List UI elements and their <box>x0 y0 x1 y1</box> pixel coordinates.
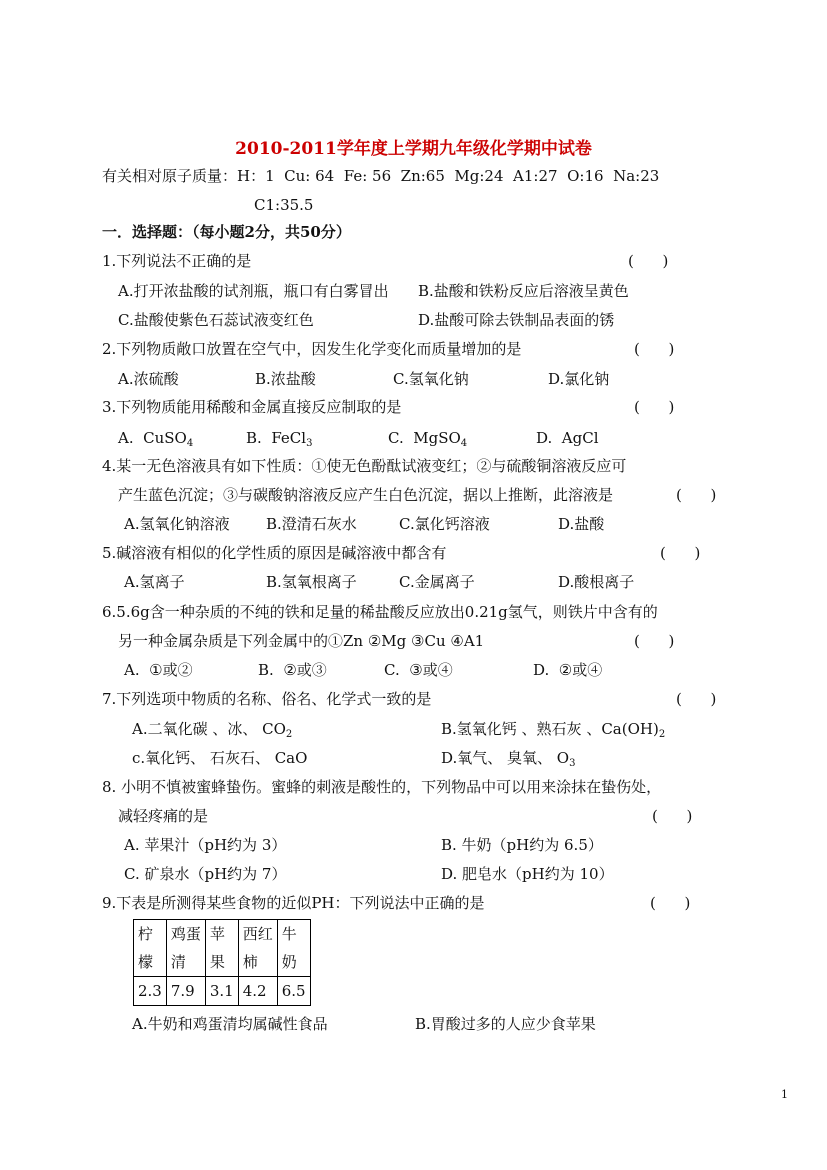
question-5-option-b: B.氢氧根离子 <box>266 573 357 591</box>
question-2-blank: ( ) <box>634 340 675 358</box>
question-3-option-b-subscript: 3 <box>306 438 313 449</box>
question-6-option-b: B. ②或③ <box>258 661 327 679</box>
question-2-option-a: A.浓硫酸 <box>118 370 179 388</box>
question-3-option-d: D. AgCl <box>536 429 599 447</box>
question-5-option-d: D.酸根离子 <box>558 573 635 591</box>
question-4-option-d: D.盐酸 <box>558 515 605 533</box>
question-3-blank: ( ) <box>634 398 675 416</box>
question-3-option-c-text: C. MgSO <box>388 429 461 447</box>
question-8-option-c: C. 矿泉水（pH约为 7） <box>124 865 287 883</box>
question-1-blank: ( ) <box>628 252 669 270</box>
question-3-option-a-text: A. CuSO <box>118 429 187 447</box>
question-5-blank: ( ) <box>660 544 701 562</box>
ph-table-value-cell: 3.1 <box>205 977 238 1006</box>
question-8-option-d: D. 肥皂水（pH约为 10） <box>441 865 614 883</box>
ph-table-value-cell: 6.5 <box>277 977 310 1006</box>
question-4-blank: ( ) <box>676 486 717 504</box>
question-3-option-a <box>118 428 193 454</box>
question-7-option-b-subscript: 2 <box>658 729 666 740</box>
ph-table <box>133 919 311 1006</box>
question-4-option-b: B.澄清石灰水 <box>266 515 357 533</box>
question-9-option-a: A.牛奶和鸡蛋清均属碱性食品 <box>132 1015 328 1033</box>
ph-table-header-cell: 苹 果 <box>205 920 238 977</box>
question-7-blank: ( ) <box>676 690 717 708</box>
question-7-option-a-subscript: 2 <box>285 729 293 740</box>
question-7-option-a <box>132 719 292 745</box>
ph-table-value-cell: 4.2 <box>238 977 277 1006</box>
atomic-mass-line2: C1:35.5 <box>254 196 314 214</box>
question-9-blank: ( ) <box>650 894 691 912</box>
question-8-option-a: A. 苹果汁（pH约为 3） <box>124 836 287 854</box>
question-4-option-a: A.氢氧化钠溶液 <box>124 515 230 533</box>
question-1-option-a: A.打开浓盐酸的试剂瓶，瓶口有白雾冒出 <box>118 282 389 300</box>
question-2-option-b: B.浓盐酸 <box>255 370 316 388</box>
question-2-option-d: D.氯化钠 <box>548 370 610 388</box>
ph-table-header-row <box>134 920 311 977</box>
ph-table-header-cell: 柠 檬 <box>134 920 167 977</box>
question-6-stem-line2: 另一种金属杂质是下列金属中的①Zn ②Mg ③Cu ④A1 <box>118 632 485 650</box>
page-number: 1 <box>781 1088 788 1101</box>
section-heading: 一．选择题：（每小题2分，共50分） <box>102 223 351 241</box>
question-8-stem-line1: 8. 小明不慎被蜜蜂蛰伤。蜜蜂的刺液是酸性的，下列物品中可以用来涂抹在蛰伤处， <box>102 778 662 796</box>
question-8-blank: ( ) <box>652 807 693 825</box>
question-3-option-a-subscript: 4 <box>186 438 194 449</box>
question-1-stem: 1.下列说法不正确的是 <box>102 252 252 270</box>
question-6-option-c: C. ③或④ <box>384 661 453 679</box>
question-5-option-c: C.金属离子 <box>399 573 475 591</box>
question-5-option-a: A.氢离子 <box>124 573 185 591</box>
question-8-stem-line2: 减轻疼痛的是 <box>118 807 209 825</box>
question-9-stem: 9.下表是所测得某些食物的近似PH：下列说法中正确的是 <box>102 894 485 912</box>
question-7-option-b <box>441 719 665 745</box>
question-2-option-c: C.氢氧化钠 <box>393 370 469 388</box>
question-9-option-b: B.胃酸过多的人应少食苹果 <box>415 1015 596 1033</box>
question-6-stem-line1: 6.5.6g含一种杂质的不纯的铁和足量的稀盐酸反应放出0.21g氢气，则铁片中含有的 <box>102 603 658 621</box>
question-4-option-c: C.氯化钙溶液 <box>399 515 490 533</box>
question-4-stem-line1: 4.某一无色溶液具有如下性质：①使无色酚酞试液变红；②与硫酸铜溶液反应可 <box>102 457 627 475</box>
ph-table-header-cell: 西红 柿 <box>238 920 277 977</box>
question-3-option-b <box>246 428 312 454</box>
page-title: 2010-2011学年度上学期九年级化学期中试卷 <box>235 139 592 159</box>
question-7-stem: 7.下列选项中物质的名称、俗名、化学式一致的是 <box>102 690 432 708</box>
question-1-option-d: D.盐酸可除去铁制品表面的锈 <box>418 311 615 329</box>
question-6-option-a: A. ①或② <box>124 661 193 679</box>
question-3-stem: 3.下列物质能用稀酸和金属直接反应制取的是 <box>102 398 402 416</box>
question-3-option-c-subscript: 4 <box>460 438 468 449</box>
question-7-option-b-text: B.氢氧化钙 、熟石灰 、Ca(OH) <box>441 720 659 738</box>
question-7-option-a-text: A.二氧化碳 、冰、 CO <box>132 720 286 738</box>
question-4-stem-line2: 产生蓝色沉淀；③与碳酸钠溶液反应产生白色沉淀，据以上推断，此溶液是 <box>118 486 614 504</box>
ph-table-value-cell: 2.3 <box>134 977 167 1006</box>
question-6-option-d: D. ②或④ <box>533 661 603 679</box>
question-7-option-d <box>441 748 575 774</box>
question-7-option-c: c.氧化钙、 石灰石、 CaO <box>132 749 308 767</box>
question-1-option-b: B.盐酸和铁粉反应后溶液呈黄色 <box>418 282 629 300</box>
ph-table-header-cell: 牛 奶 <box>277 920 310 977</box>
question-2-stem: 2.下列物质敞口放置在空气中，因发生化学变化而质量增加的是 <box>102 340 522 358</box>
question-6-blank: ( ) <box>634 632 675 650</box>
question-7-option-d-text: D.氧气、 臭氧、 O <box>441 749 570 767</box>
question-7-option-d-subscript: 3 <box>569 758 576 769</box>
ph-table-value-row <box>134 977 311 1006</box>
ph-table-header-cell: 鸡蛋 清 <box>166 920 205 977</box>
question-1-option-c: C.盐酸使紫色石蕊试液变红色 <box>118 311 314 329</box>
ph-table-value-cell: 7.9 <box>166 977 205 1006</box>
question-3-option-b-text: B. FeCl <box>246 429 307 447</box>
question-3-option-c <box>388 428 467 454</box>
question-5-stem: 5.碱溶液有相似的化学性质的原因是碱溶液中都含有 <box>102 544 447 562</box>
atomic-mass-line1: 有关相对原子质量：H：1 Cu: 64 Fe: 56 Zn:65 Mg:24 A1:27 O:16 Na:23 <box>102 167 660 185</box>
question-8-option-b: B. 牛奶（pH约为 6.5） <box>441 836 603 854</box>
